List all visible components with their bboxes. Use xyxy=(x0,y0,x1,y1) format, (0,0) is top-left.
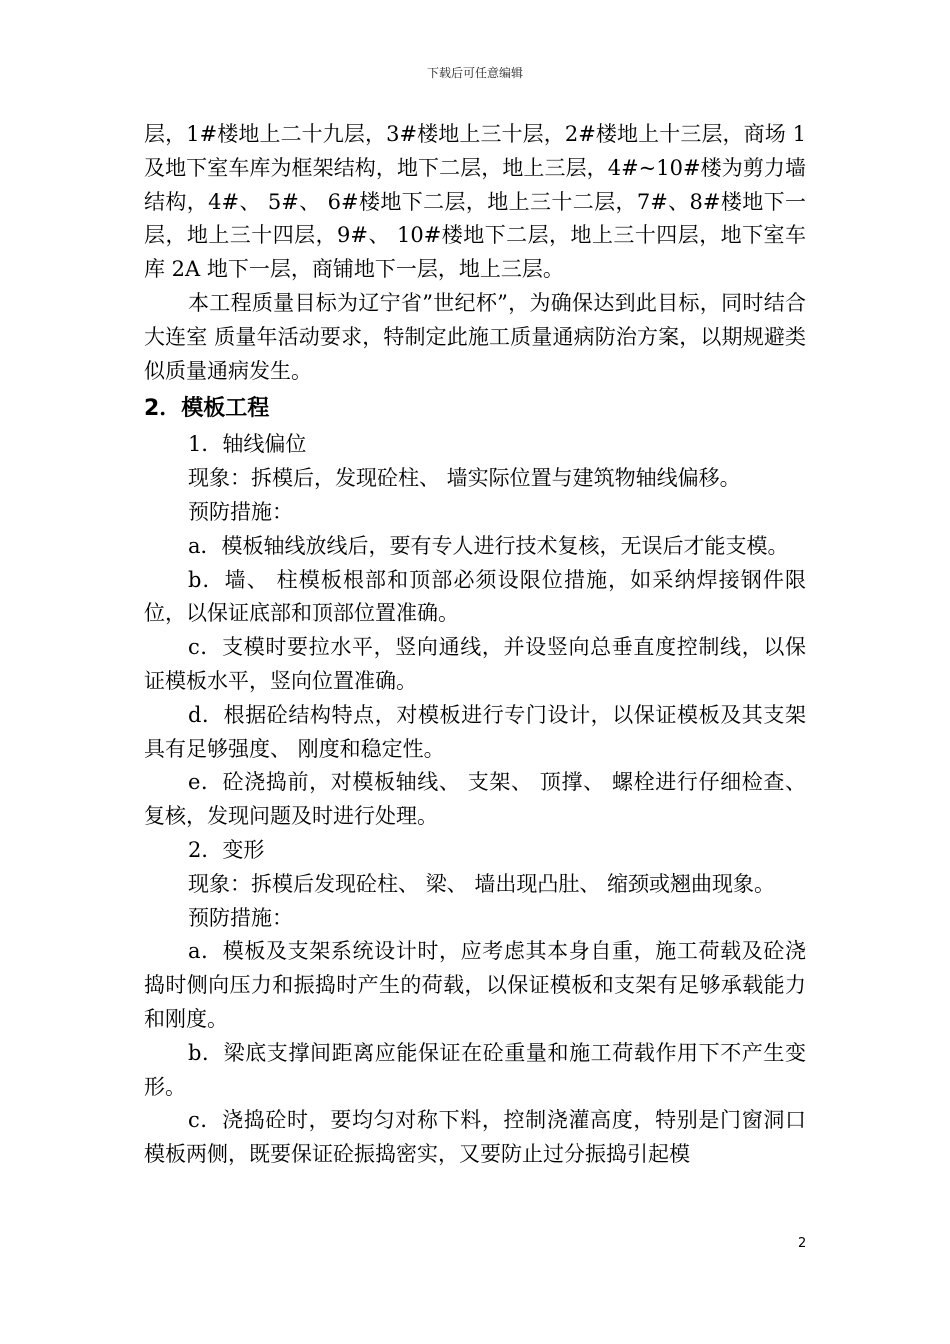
deformation-measure-c: c．浇捣砼时，要均匀对称下料，控制浇灌高度，特别是门窗洞口模板两侧，既要保证砼振捣密实，又要防止过分振捣引起模 xyxy=(144,1108,806,1167)
deformation-phenomenon: 现象：拆模后发现砼柱、 梁、 墙出现凸肚、 缩颈或翘曲现象。 xyxy=(188,871,776,896)
page-number: 2 xyxy=(798,1236,807,1251)
axis-offset-prevention-label: 预防措施： xyxy=(188,499,293,524)
section-heading-formwork: 2．模板工程 xyxy=(144,396,270,422)
axis-offset-measure-b: b．墙、 柱模板根部和顶部必须设限位措施，如采纳焊接钢件限位，以保证底部和顶部位置准确。 xyxy=(144,567,806,626)
paragraph-quality-goal: 本工程质量目标为辽宁省”世纪杯”，为确保达到此目标，同时结合大连室 质量年活动要求，特制定此施工质量通病防治方案，以期规避类似质量通病发生。 xyxy=(144,290,806,383)
document-body xyxy=(144,118,806,1172)
deformation-prevention-label: 预防措施： xyxy=(188,905,293,930)
page-header: 下载后可任意编辑 xyxy=(426,66,523,80)
deformation-measure-b: b．梁底支撑间距离应能保证在砼重量和施工荷载作用下不产生变形。 xyxy=(144,1040,806,1099)
paragraph-building-structure: 层，1#楼地上二十九层，3#楼地上三十层，2#楼地上十三层，商场 1 及地下室车库为框架结构，地下二层，地上三层，4#~10#楼为剪力墙结构，4#、 5#、 6#楼地下二层，地上三十二层，7#、8#楼地下一层，地上三十四层，9#、 10#楼地下二层，地上三十四层，地下室车库 2A 地下一层，商铺地下一层，地上三层。 xyxy=(144,122,806,282)
axis-offset-measure-d: d．根据砼结构特点，对模板进行专门设计，以保证模板及其支架具有足够强度、 刚度和稳定性。 xyxy=(144,702,806,761)
deformation-measure-a: a．模板及支架系统设计时，应考虑其本身自重，施工荷载及砼浇捣时侧向压力和振捣时产生的荷载，以保证模板和支架有足够承载能力和刚度。 xyxy=(144,939,806,1031)
subsection-title-deformation: 2．变形 xyxy=(188,837,265,862)
axis-offset-measure-c: c．支模时要拉水平，竖向通线，并设竖向总垂直度控制线，以保证模板水平，竖向位置准确。 xyxy=(144,635,806,693)
axis-offset-measure-a: a．模板轴线放线后，要有专人进行技术复核，无误后才能支模。 xyxy=(188,533,789,558)
subsection-title-axis-offset: 1．轴线偏位 xyxy=(188,432,307,457)
axis-offset-phenomenon: 现象：拆模后，发现砼柱、 墙实际位置与建筑物轴线偏移。 xyxy=(188,466,741,491)
axis-offset-measure-e: e．砼浇捣前，对模板轴线、 支架、 顶撑、 螺栓进行仔细检查、 复核，发现问题及时进行处理。 xyxy=(144,770,806,829)
